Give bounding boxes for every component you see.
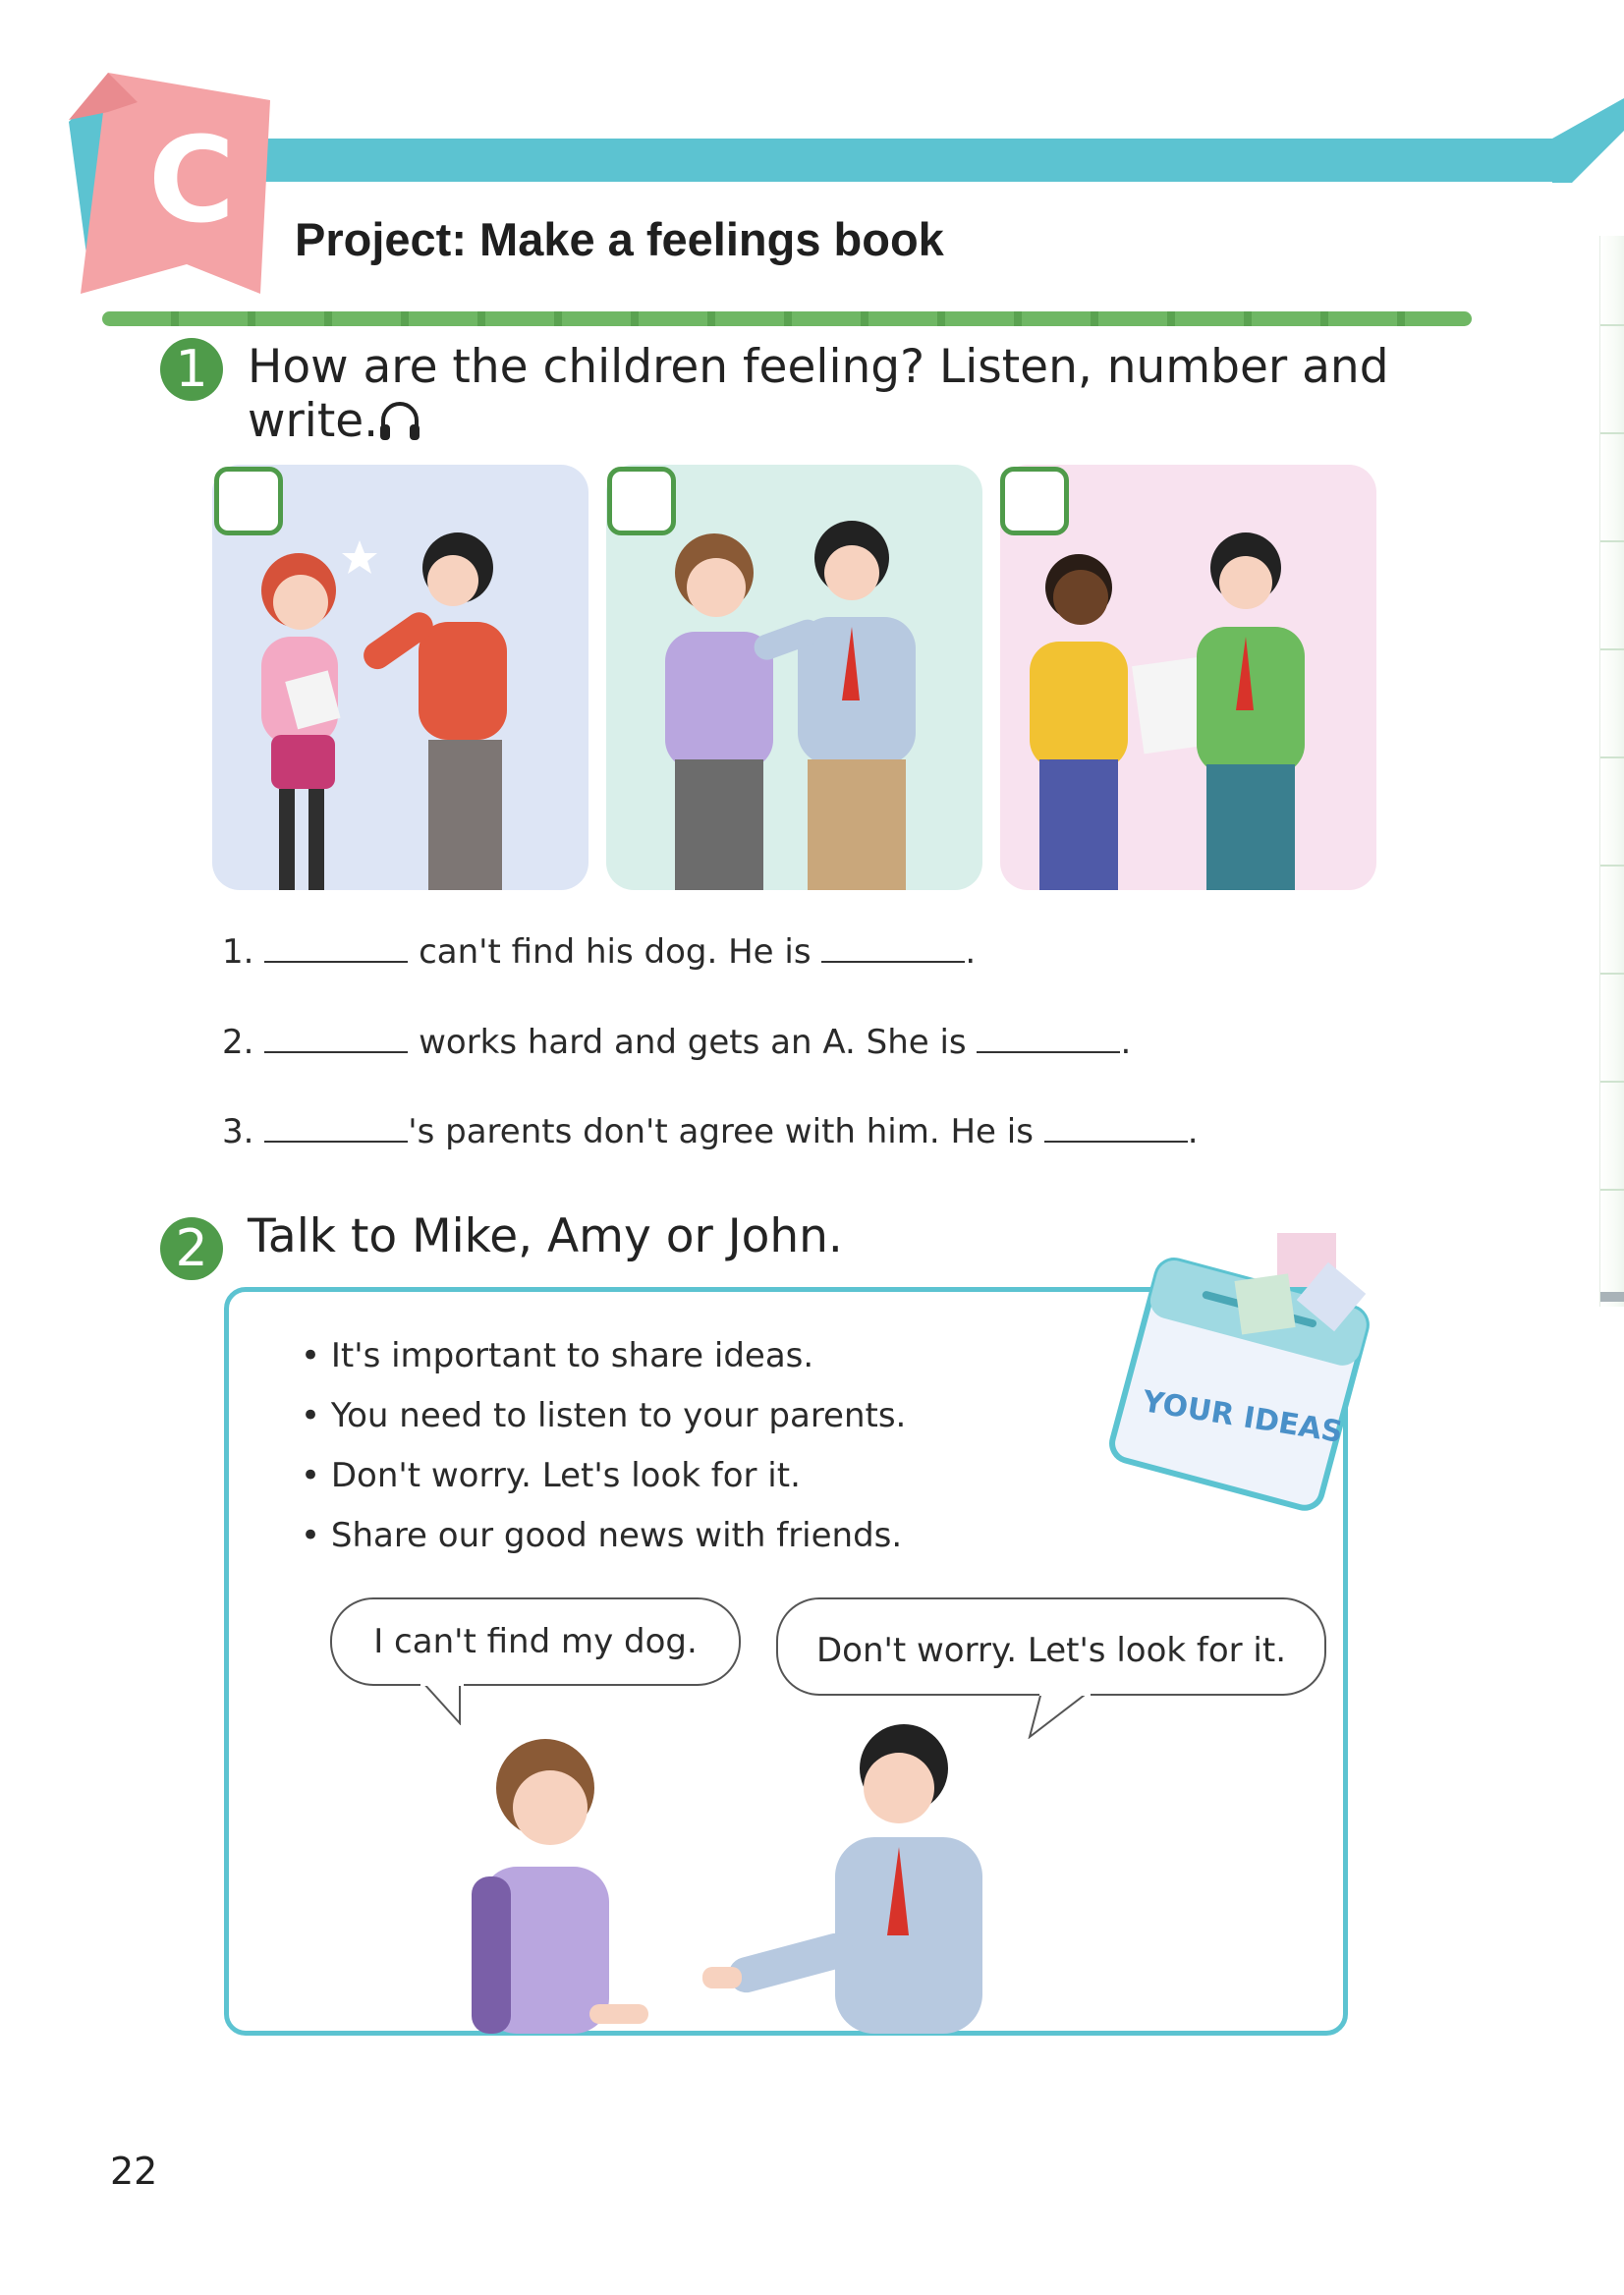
activity-1-instruction-line1: How are the children feeling? Listen, number and bbox=[248, 340, 1389, 394]
your-ideas-label: YOUR IDEAS bbox=[1140, 1384, 1345, 1450]
sentence-1 bbox=[222, 931, 976, 972]
number-box-3[interactable] bbox=[1000, 467, 1069, 535]
sentence-2-end: . bbox=[1120, 1023, 1132, 1062]
activity-1-number: 1 bbox=[160, 338, 223, 401]
sentence-1-number: 1. bbox=[222, 932, 254, 972]
speech-bubble-left: I can't find my dog. bbox=[330, 1597, 741, 1686]
your-ideas-note bbox=[1091, 1233, 1395, 1547]
number-box-1[interactable] bbox=[214, 467, 283, 535]
sentence-1-blank-feeling[interactable] bbox=[821, 931, 965, 963]
activity-1-instruction-line2: write. bbox=[248, 394, 379, 448]
idea-item-3: • Don't worry. Let's look for it. bbox=[301, 1456, 801, 1495]
sentence-2 bbox=[222, 1022, 1131, 1062]
page-edge-decoration bbox=[1599, 236, 1624, 1307]
sentence-1-text: can't find his dog. He is bbox=[419, 932, 812, 972]
number-box-2[interactable] bbox=[607, 467, 676, 535]
page-number: 22 bbox=[110, 2150, 158, 2193]
idea-item-4: • Share our good news with friends. bbox=[301, 1516, 903, 1555]
sentence-3-end: . bbox=[1187, 1112, 1199, 1151]
idea-item-2: • You need to listen to your parents. bbox=[301, 1396, 907, 1435]
sentence-3-text: 's parents don't agree with him. He is bbox=[408, 1112, 1034, 1151]
header-band-tail bbox=[1552, 94, 1624, 183]
sentence-2-blank-name[interactable] bbox=[264, 1022, 408, 1053]
sentence-2-number: 2. bbox=[222, 1023, 254, 1062]
talking-children-illustration bbox=[452, 1709, 1041, 2034]
sentence-3 bbox=[222, 1111, 1199, 1151]
sentence-3-blank-feeling[interactable] bbox=[1044, 1111, 1188, 1143]
headphones-icon[interactable] bbox=[377, 399, 422, 444]
sentence-2-blank-feeling[interactable] bbox=[977, 1022, 1120, 1053]
activity-2-instruction: Talk to Mike, Amy or John. bbox=[248, 1209, 843, 1263]
sentence-1-end: . bbox=[965, 932, 977, 972]
idea-item-1: • It's important to share ideas. bbox=[301, 1336, 814, 1375]
speech-bubble-right: Don't worry. Let's look for it. bbox=[776, 1597, 1326, 1696]
sentence-1-blank-name[interactable] bbox=[264, 931, 408, 963]
section-letter: C bbox=[147, 113, 236, 250]
sentence-2-text: works hard and gets an A. She is bbox=[419, 1023, 967, 1062]
header-band bbox=[246, 139, 1562, 182]
sentence-3-number: 3. bbox=[222, 1112, 254, 1151]
page-title: Project: Make a feelings book bbox=[295, 213, 944, 265]
sentence-3-blank-name[interactable] bbox=[264, 1111, 408, 1143]
title-divider bbox=[102, 311, 1472, 326]
activity-2-number: 2 bbox=[160, 1217, 223, 1280]
